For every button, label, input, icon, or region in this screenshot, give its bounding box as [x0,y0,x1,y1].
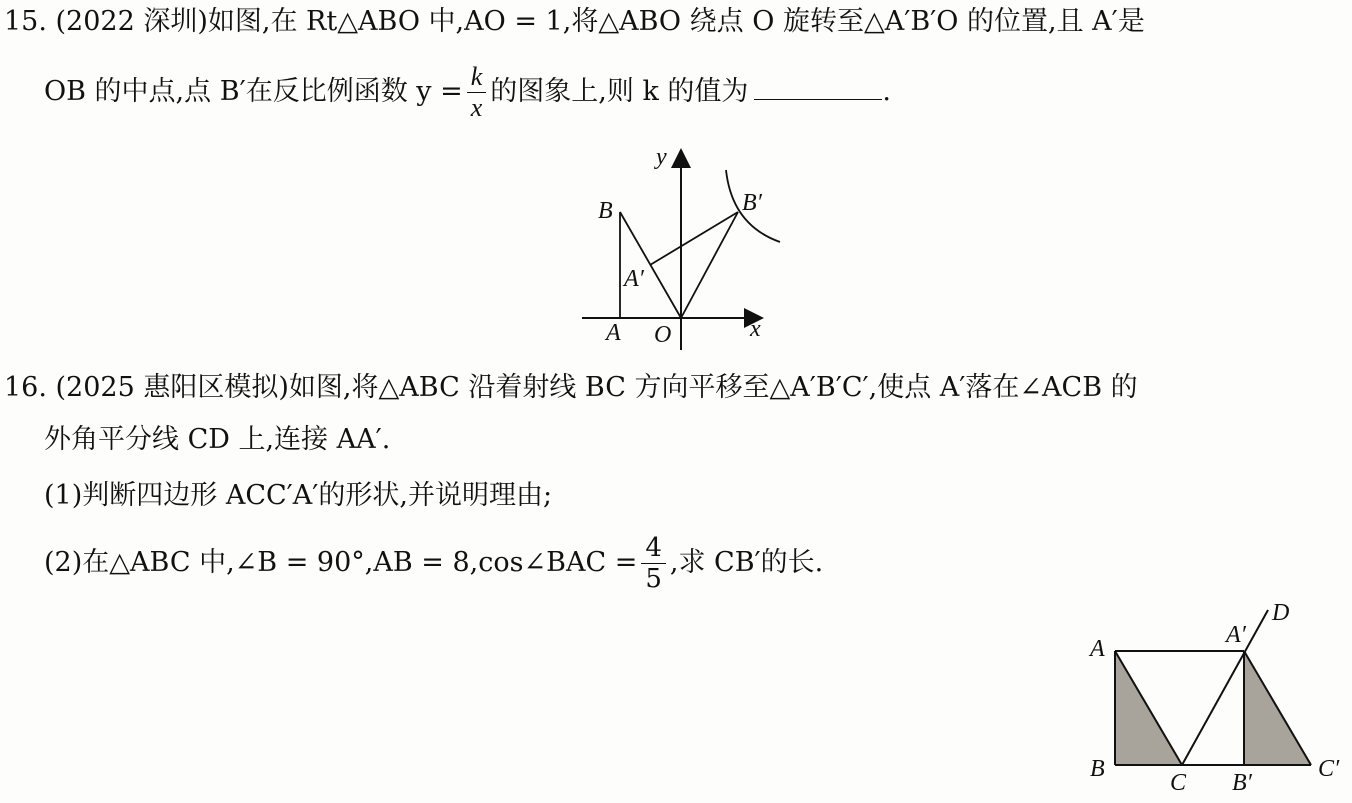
q15-label-A: A [606,320,621,346]
q15-line2 [44,62,891,123]
q15-fraction-k-over-x [467,62,487,123]
q16-label-C: C [1170,770,1187,796]
q16-fraction-4-over-5 [641,533,666,594]
q16-label-Bp: B′ [1232,770,1252,796]
q16-part2-text-a: (2)在△ABC 中,∠B = 90°,AB = 8,cos∠BAC = [44,547,638,578]
q16-label-Cp: C′ [1318,756,1340,782]
q16-label-D: D [1272,600,1290,626]
q15-segment-OBp [681,212,738,318]
q16-label-Ap: A′ [1226,622,1246,648]
q15-label-O: O [654,322,672,348]
q16-fraction-denominator: 5 [645,564,662,594]
q16-part2 [44,530,823,596]
q15-fraction-denominator: x [470,93,483,122]
q15-line1: 15. (2022 深圳)如图,在 Rt△ABO 中,AO = 1,将△ABO 绕点 O 旋转至△A′B′O 的位置,且 A′是 [4,6,1145,37]
q16-line2: 外角平分线 CD 上,连接 AA′. [44,424,391,455]
q16-label-A: A [1090,636,1105,662]
q15-label-x: x [750,316,761,342]
q15-figure [570,140,830,355]
q16-label-B: B [1090,756,1105,782]
q16-fraction-numerator: 4 [641,533,666,564]
q15-fraction-numerator: k [467,62,487,93]
q15-label-Ap: A′ [624,266,644,292]
q16-line1: 16. (2025 惠阳区模拟)如图,将△ABC 沿着射线 BC 方向平移至△A′B′C′,使点 A′落在∠ACB 的 [4,372,1138,403]
q15-segment-ApBp [650,212,738,265]
q15-line2-text-b: 的图象上,则 k 的值为 [490,76,749,107]
q15-line2-end: . [882,76,891,107]
q15-line2-text-a: OB 的中点,点 B′在反比例函数 y = [44,76,463,107]
q16-figure [1080,598,1352,798]
q15-label-y: y [656,144,667,170]
q16-part1: (1)判断四边形 ACC′A′的形状,并说明理由; [44,480,553,511]
q16-part2-text-b: ,求 CB′的长. [669,547,824,578]
q15-answer-blank[interactable] [754,73,882,100]
q15-label-Bp: B′ [742,190,762,216]
q15-label-B: B [598,198,613,224]
